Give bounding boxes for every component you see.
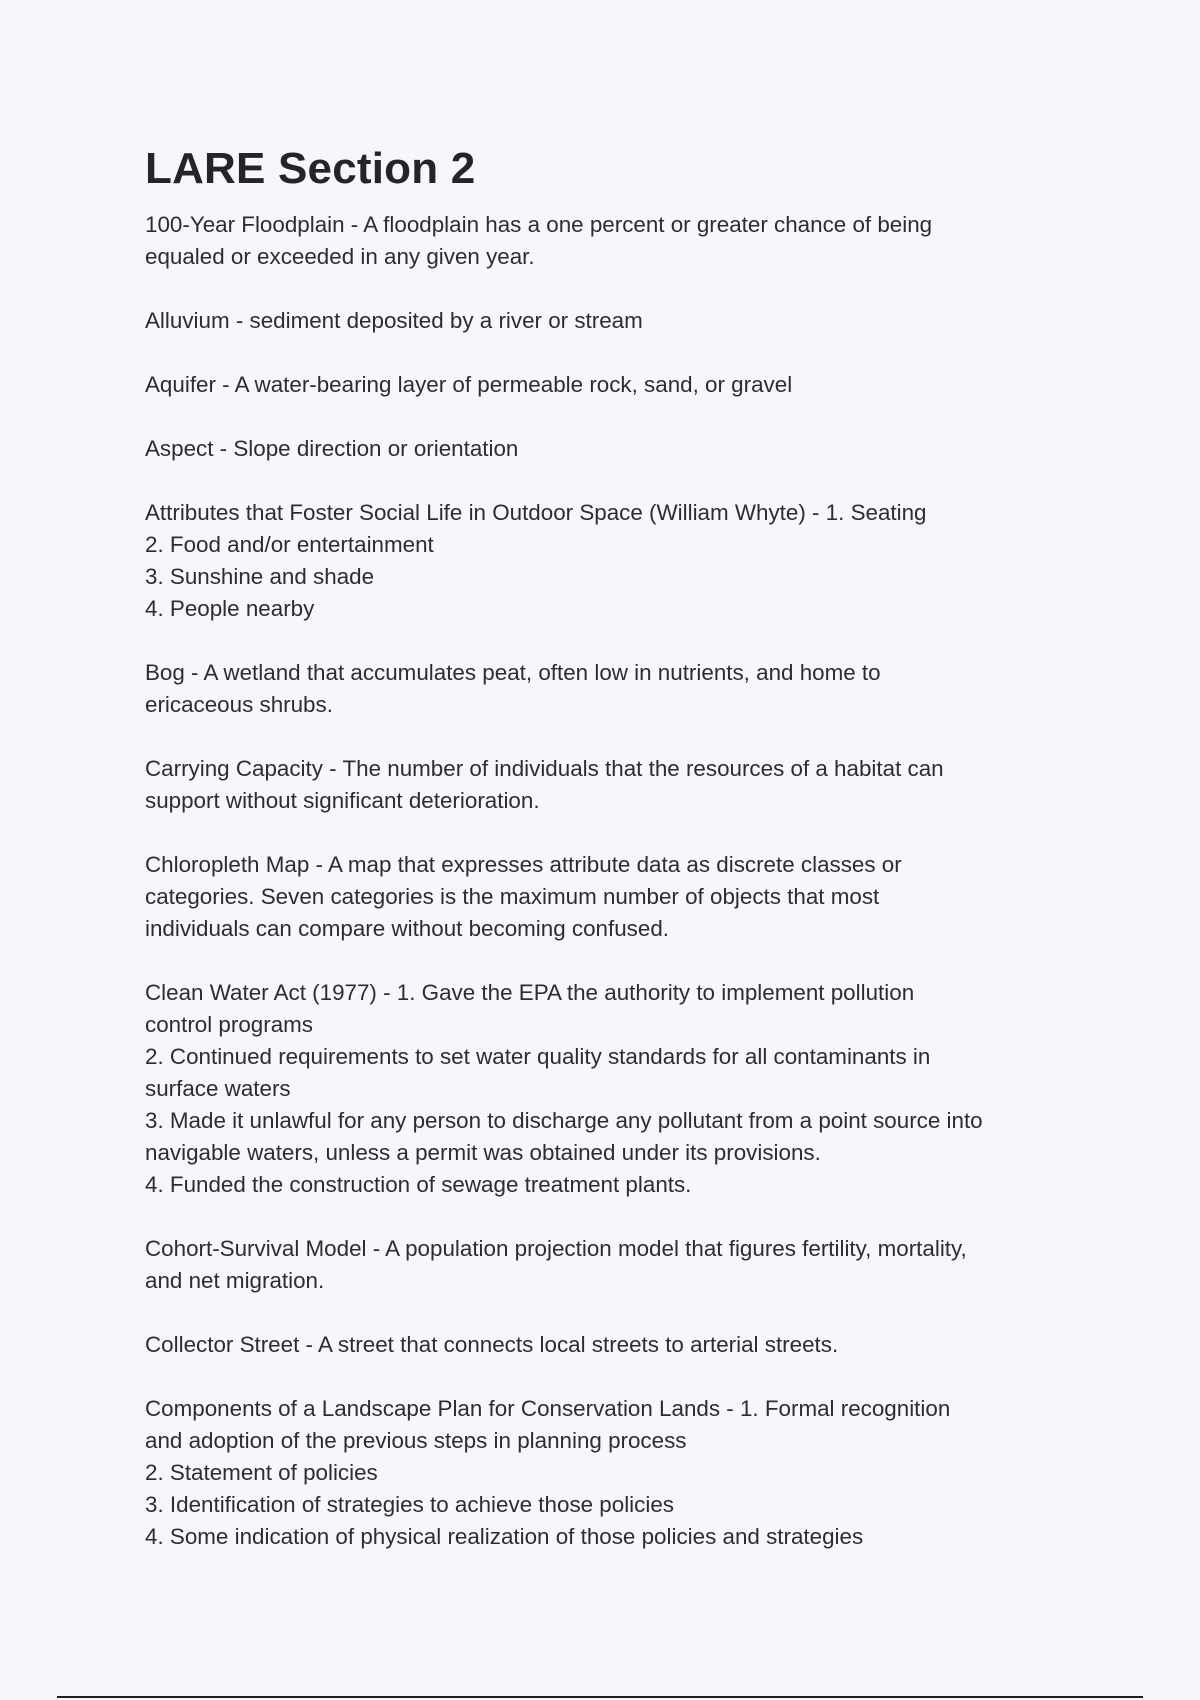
entry-text-line: surface waters bbox=[145, 1076, 291, 1101]
entry-text-line: 100-Year Floodplain - A floodplain has a one percent or greater chance of being bbox=[145, 212, 933, 237]
entry-text-line: Collector Street - A street that connects local streets to arterial streets. bbox=[145, 1332, 839, 1357]
entry-text-line: ericaceous shrubs. bbox=[145, 692, 333, 717]
entry-text-line: 3. Made it unlawful for any person to discharge any pollutant from a point source into bbox=[145, 1108, 983, 1133]
entry-text-line: Aquifer - A water-bearing layer of permeable rock, sand, or gravel bbox=[145, 372, 793, 397]
entry-text-line: 3. Identification of strategies to achieve those policies bbox=[145, 1492, 674, 1517]
glossary-entry bbox=[145, 849, 1075, 945]
entry-text-line: support without significant deterioration. bbox=[145, 788, 540, 813]
glossary-entry bbox=[145, 305, 1075, 337]
glossary-entry bbox=[145, 209, 1075, 273]
entry-text-line: 4. Funded the construction of sewage treatment plants. bbox=[145, 1172, 692, 1197]
entry-text-line: and net migration. bbox=[145, 1268, 325, 1293]
entry-text-line: Bog - A wetland that accumulates peat, often low in nutrients, and home to bbox=[145, 660, 881, 685]
entry-text-line: 2. Food and/or entertainment bbox=[145, 532, 434, 557]
document-page bbox=[145, 143, 1075, 1585]
glossary-entry bbox=[145, 433, 1075, 465]
glossary-entry bbox=[145, 977, 1075, 1201]
entry-text-line: Carrying Capacity - The number of individuals that the resources of a habitat can bbox=[145, 756, 944, 781]
glossary-entry bbox=[145, 753, 1075, 817]
entry-text-line: 2. Statement of policies bbox=[145, 1460, 378, 1485]
footer-divider bbox=[57, 1696, 1143, 1698]
entry-text-line: equaled or exceeded in any given year. bbox=[145, 244, 535, 269]
entry-text-line: 3. Sunshine and shade bbox=[145, 564, 375, 589]
glossary-entry bbox=[145, 1393, 1075, 1553]
entry-text-line: individuals can compare without becoming confused. bbox=[145, 916, 669, 941]
page-title: LARE Section 2 bbox=[145, 144, 476, 193]
entry-text-line: Components of a Landscape Plan for Conservation Lands - 1. Formal recognition bbox=[145, 1396, 951, 1421]
glossary-entry bbox=[145, 1329, 1075, 1361]
entry-text-line: and adoption of the previous steps in planning process bbox=[145, 1428, 687, 1453]
entry-text-line: Attributes that Foster Social Life in Outdoor Space (William Whyte) - 1. Seating bbox=[145, 500, 927, 525]
entry-text-line: Alluvium - sediment deposited by a river or stream bbox=[145, 308, 643, 333]
entry-text-line: categories. Seven categories is the maximum number of objects that most bbox=[145, 884, 880, 909]
entry-text-line: 4. Some indication of physical realization of those policies and strategies bbox=[145, 1524, 864, 1549]
entry-text-line: Cohort-Survival Model - A population projection model that figures fertility, mortality, bbox=[145, 1236, 967, 1261]
entry-text-line: navigable waters, unless a permit was obtained under its provisions. bbox=[145, 1140, 821, 1165]
entry-text-line: control programs bbox=[145, 1012, 313, 1037]
entry-text-line: Chloropleth Map - A map that expresses attribute data as discrete classes or bbox=[145, 852, 902, 877]
glossary-entry bbox=[145, 369, 1075, 401]
entry-text-line: 2. Continued requirements to set water quality standards for all contaminants in bbox=[145, 1044, 931, 1069]
entry-text-line: Aspect - Slope direction or orientation bbox=[145, 436, 519, 461]
glossary-entry bbox=[145, 657, 1075, 721]
glossary-entry bbox=[145, 497, 1075, 625]
entry-text-line: Clean Water Act (1977) - 1. Gave the EPA the authority to implement pollution bbox=[145, 980, 915, 1005]
glossary-entry bbox=[145, 1233, 1075, 1297]
glossary-list bbox=[145, 209, 1075, 1553]
entry-text-line: 4. People nearby bbox=[145, 596, 315, 621]
